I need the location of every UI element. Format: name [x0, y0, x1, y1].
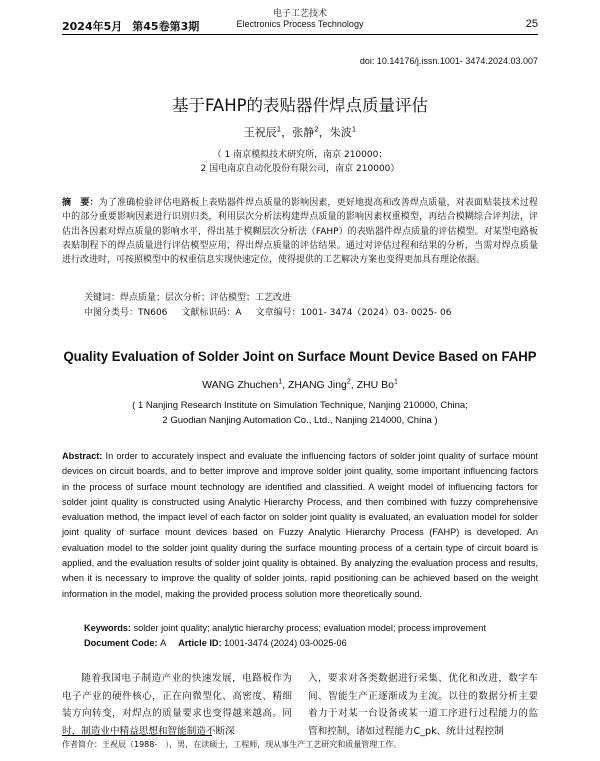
authors-en [0, 379, 600, 391]
document-code: A [160, 638, 167, 648]
affiliation-mark: 2 [314, 125, 319, 134]
author-separator: ， [318, 126, 330, 139]
affiliation-mark: 1 [276, 125, 282, 134]
affiliation-line: ( 1 Nanjing Research Institute on Simulation Technique, Nanjing 210000, China; [132, 400, 468, 411]
article-id: 1001-3474 (2024) 03-0025-06 [224, 638, 347, 648]
author-name: ZHANG Jing [287, 379, 347, 391]
document-code: 文献标识码：A [181, 308, 242, 318]
journal-name-cn: 电子工艺技术 [272, 8, 327, 18]
doi: doi: 10.14176/j.issn.1001- 3474.2024.03.007 [359, 56, 538, 66]
abstract-en [62, 449, 538, 602]
abstract-label: 摘 要： [62, 198, 99, 208]
keywords-cn [84, 290, 291, 303]
affiliation-line: 2 Guodian Nanjing Automation Co., Ltd., Nanjing 214000, China ) [162, 415, 438, 426]
affiliation-mark: 1 [351, 125, 357, 134]
affiliation-line: （ 1 南京模拟技术研究所，南京 210000； [212, 150, 388, 160]
volume-issue: 第45卷第3期 [132, 20, 200, 33]
issue-date: 2024年5月 [62, 20, 123, 33]
article-number: 文章编号：1001- 3474（2024）03- 0025- 06 [255, 308, 452, 318]
header-rule [62, 34, 538, 35]
abstract-text: 为了准确检验评估电路板上表贴器件焊点质量的影响因素，更好地提高和改善焊点质量，对表面贴装技术过程中的部分重要影响因素进行识别归类，利用层次分析法构建焊点质量的影响因素权重模型，再结合模糊综合评判法，评估出各因素对焊点质量的影响水平，得出基于模糊层次分析法（FAHP）的表贴器件焊点质量的评估模型。对某型电路板表贴制程下的焊点质量进行评估模型应用，得出焊点质量的评估结果。通过对评估过程和结果的分析，当需对焊点质量进行改进时，可按照模型中的权重信息实现快速定位，使得提供的工艺解决方案也变得更加具有理论依据。 [62, 198, 538, 266]
affiliation-mark: 2 [346, 378, 351, 386]
keywords-label: 关键词： [84, 293, 121, 303]
article-id-label: Article ID: [178, 638, 225, 648]
document-code-label: Document Code: [84, 638, 161, 648]
class-code: 中图分类号：TN606 [84, 308, 168, 318]
page-number: 25 [525, 18, 538, 30]
body-paragraph: 随着我国电子制造产业的快速发展，电路板作为电子产业的硬件核心，正在向微型化、高密度、精细装方向转变，对焊点的质量要求也变得越来越高。同时，制造业中精益思想和智能制造不断深 [62, 673, 292, 737]
author-separator: ， [281, 126, 293, 139]
classification-cn [84, 305, 465, 318]
author-separator: , [350, 379, 357, 391]
paper-title-en: Quality Evaluation of Solder Joint on Surface Mount Device Based on FAHP [63, 348, 537, 364]
affiliation-mark: 1 [393, 378, 398, 386]
affiliations-en [0, 398, 600, 428]
body-column-left [62, 670, 292, 740]
author-name: ZHU Bo [356, 379, 394, 391]
journal-name-en: Electronics Process Technology [236, 19, 364, 29]
author-name: WANG Zhuchen [202, 379, 279, 391]
keywords-text: solder joint quality; analytic hierarchy process; evaluation model; process improvement [133, 623, 486, 633]
author-name: 王祝辰 [243, 126, 277, 139]
affiliation-mark: 1 [278, 378, 283, 386]
keywords-en [84, 623, 486, 633]
paper-title-cn: 基于FAHP的表贴器件焊点质量评估 [171, 96, 429, 115]
keywords-label: Keywords: [84, 623, 134, 633]
keywords-text: 焊点质量；层次分析；评估模型；工艺改进 [120, 293, 292, 303]
classification-en [84, 638, 347, 648]
abstract-label: Abstract: [62, 451, 106, 461]
affiliations-cn [0, 148, 600, 176]
abstract-text: In order to accurately inspect and evaluate the influencing factors of solder joint quality of surface mount devices on circuit boards, and to better improve and improve solder joint quality, some important influencing factors in the process of surface mount technology are identified and classified. A weight model of influencing factors for solder joint quality is constructed using Analytic Hierarchy Process, and then combined with fuzzy comprehensive evaluation method, the impact level of each factor on solder joint quality is evaluated, an evaluation model for solder joint quality of surface mount devices based on Fuzzy Analytic Hierarchy Process (FAHP) is developed. An evaluation model to the solder joint quality during the surface mounting process of a certain type of circuit board is applied, and the evaluation results of solder joint quality is obtained. By analyzing the evaluation process and results, when it is necessary to improve the quality of solder joints, rapid positioning can be achieved based on the weight information in the model, making the provided process solution more theoretically sound. [62, 451, 538, 599]
journal-name [0, 8, 600, 30]
affiliation-line: 2 国电南京自动化股份有限公司，南京 210000） [200, 164, 400, 174]
body-column-right [308, 670, 538, 740]
author-separator: , [282, 379, 288, 391]
author-name: 朱波 [329, 126, 352, 139]
authors-cn [0, 124, 600, 140]
body-paragraph: 入，要求对各类数据进行采集、优化和改进，数字车间、智能生产正逐渐成为主流。以往的数据分析主要着力于对某一台设备或某一道工序进行过程能力的监管和控制，诸如过程能力C_pk、统计过程控制 [308, 673, 538, 737]
abstract-cn [62, 196, 538, 267]
author-name: 张静 [292, 126, 315, 139]
footnote-rule [62, 735, 212, 736]
author-footnote: 作者简介：王祝辰（1988- ），男，在读硕士，工程师，现从事生产工艺研究和质量管理工作。 [62, 740, 402, 749]
